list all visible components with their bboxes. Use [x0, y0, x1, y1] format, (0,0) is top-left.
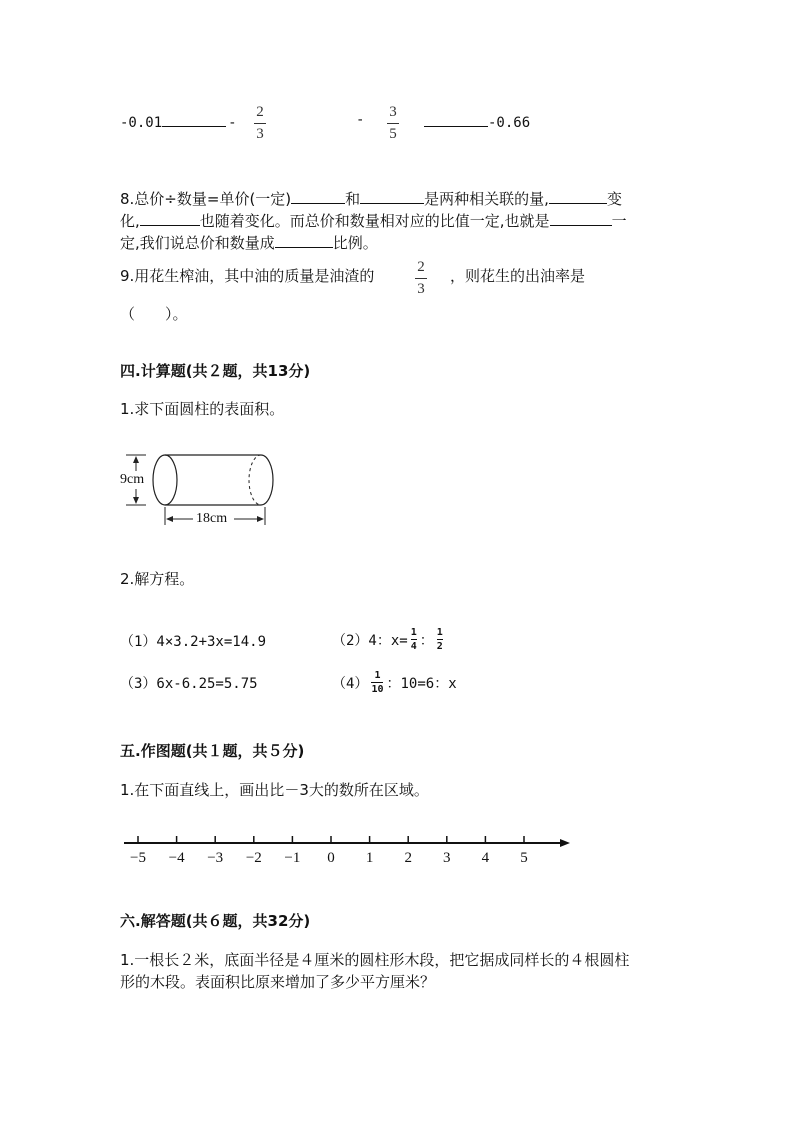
- q8-text: 也随着变化。而总价和数量相对应的比值一定,也就是: [199, 212, 550, 230]
- answer-blank[interactable]: [291, 189, 345, 204]
- answer-blank[interactable]: [275, 233, 333, 248]
- compare-a-op: -: [228, 115, 237, 131]
- number-line-axis: [118, 830, 578, 850]
- fraction-numerator: 2: [417, 259, 425, 275]
- q9-text-a: 9.用花生榨油，其中油的质量是油渣的: [120, 267, 375, 285]
- fraction-bar: [411, 639, 417, 640]
- tick-label: −1: [284, 850, 301, 866]
- q8-text: 比例。: [332, 234, 378, 252]
- fraction-bar: [371, 682, 383, 683]
- section4-q1: 1.求下面圆柱的表面积。: [120, 400, 285, 418]
- compare-a-left: -0.01: [120, 115, 163, 131]
- fraction-bar: [415, 278, 427, 279]
- fraction-numerator: 3: [389, 104, 397, 120]
- tick-label: −4: [168, 850, 185, 866]
- fraction-numerator: 2: [256, 104, 264, 120]
- tick-marks: [138, 836, 524, 843]
- length-arrow-left: [166, 516, 173, 522]
- cylinder-back-face-hidden: [249, 455, 261, 505]
- axis-arrow-icon: [560, 839, 570, 847]
- fraction-two-thirds: [254, 104, 266, 143]
- tick-label: 1: [365, 850, 374, 866]
- fraction-one-half: [437, 627, 443, 652]
- compare-b-right: -0.66: [488, 115, 531, 131]
- fraction-numerator: 1: [410, 627, 417, 638]
- tick-label: −5: [130, 850, 146, 866]
- q8-text: 变: [606, 190, 622, 208]
- section6-q1-line1: 1.一根长２米，底面半径是４厘米的圆柱形木段，把它据成同样长的４根圆柱: [120, 951, 630, 969]
- number-line[interactable]: [118, 830, 578, 874]
- equation-2: [332, 627, 446, 652]
- q8-text: 是两种相关联的量,: [424, 190, 549, 208]
- fraction-numerator: 1: [436, 627, 443, 638]
- section5-heading: 五.作图题(共１题，共５分): [120, 742, 305, 760]
- length-label: 18cm: [196, 511, 228, 526]
- height-label: 9cm: [120, 472, 145, 487]
- tick-label: 3: [443, 850, 451, 866]
- section5-q1: 1.在下面直线上，画出比－3大的数所在区域。: [120, 781, 429, 799]
- fraction-denominator: 4: [410, 641, 417, 652]
- fraction-denominator: 2: [436, 641, 443, 652]
- fraction-denominator: 3: [256, 126, 264, 142]
- length-arrow-right: [257, 516, 264, 522]
- equation-text: （4）: [332, 675, 369, 692]
- q8-text: 一: [611, 212, 627, 230]
- tick-label: 5: [520, 850, 528, 866]
- equation-text: （2）4：x=: [332, 632, 408, 649]
- fraction-numerator: 1: [374, 670, 381, 681]
- answer-blank[interactable]: [549, 189, 607, 204]
- cylinder-front-face: [153, 455, 177, 505]
- tick-label: 4: [481, 850, 490, 866]
- fraction-denominator: 3: [417, 281, 425, 297]
- answer-blank[interactable]: [360, 189, 424, 204]
- height-arrow-down: [133, 497, 139, 504]
- fraction-three-fifths: [387, 104, 399, 143]
- compare-b-row: [424, 112, 530, 131]
- cylinder-back-face-visible: [261, 455, 273, 505]
- q9-answer-paren[interactable]: （ ）。: [120, 305, 188, 323]
- equation-text: ：10=6：x: [386, 675, 457, 692]
- cylinder-figure: [118, 445, 288, 535]
- q9-text-b: ，则花生的出油率是: [450, 267, 586, 285]
- section6-heading: 六.解答题(共６题，共32分): [120, 912, 311, 930]
- q8-text: 8.总价÷数量=单价(一定): [120, 190, 292, 208]
- tick-label: 2: [404, 850, 412, 866]
- equation-3: （3）6x-6.25=5.75: [120, 676, 258, 692]
- q8-text: 定,我们说总价和数量成: [120, 234, 275, 252]
- section4-heading: 四.计算题(共２题，共13分): [120, 362, 311, 380]
- equation-text: ：: [419, 632, 434, 649]
- fraction-bar: [437, 639, 443, 640]
- fraction-two-thirds: [415, 259, 427, 298]
- answer-blank[interactable]: [162, 112, 226, 127]
- fraction-one-quarter: [411, 627, 417, 652]
- answer-blank[interactable]: [550, 211, 612, 226]
- answer-blank[interactable]: [424, 112, 488, 127]
- height-arrow-up: [133, 456, 139, 463]
- q8-line3: [120, 232, 378, 254]
- fraction-denominator: 10: [371, 684, 384, 695]
- q8-text: 和: [345, 190, 361, 208]
- tick-label: −2: [245, 850, 262, 866]
- equation-1: （1）4×3.2+3x=14.9: [120, 634, 267, 650]
- equation-4: [332, 670, 457, 695]
- tick-label: 0: [327, 850, 335, 866]
- section4-q2: 2.解方程。: [120, 570, 195, 588]
- compare-b-op: -: [356, 112, 365, 128]
- fraction-bar: [254, 123, 266, 124]
- fraction-denominator: 5: [389, 126, 397, 142]
- answer-blank[interactable]: [140, 211, 200, 226]
- q8-text: 化,: [120, 212, 140, 230]
- fraction-bar: [387, 123, 399, 124]
- tick-label: −3: [207, 850, 224, 866]
- fraction-one-tenth: [371, 670, 383, 695]
- compare-row: [120, 112, 237, 131]
- section6-q1-line2: 形的木段。表面积比原来增加了多少平方厘米？: [120, 973, 436, 991]
- q8-line2: [120, 210, 627, 232]
- q8-line1: [120, 188, 622, 210]
